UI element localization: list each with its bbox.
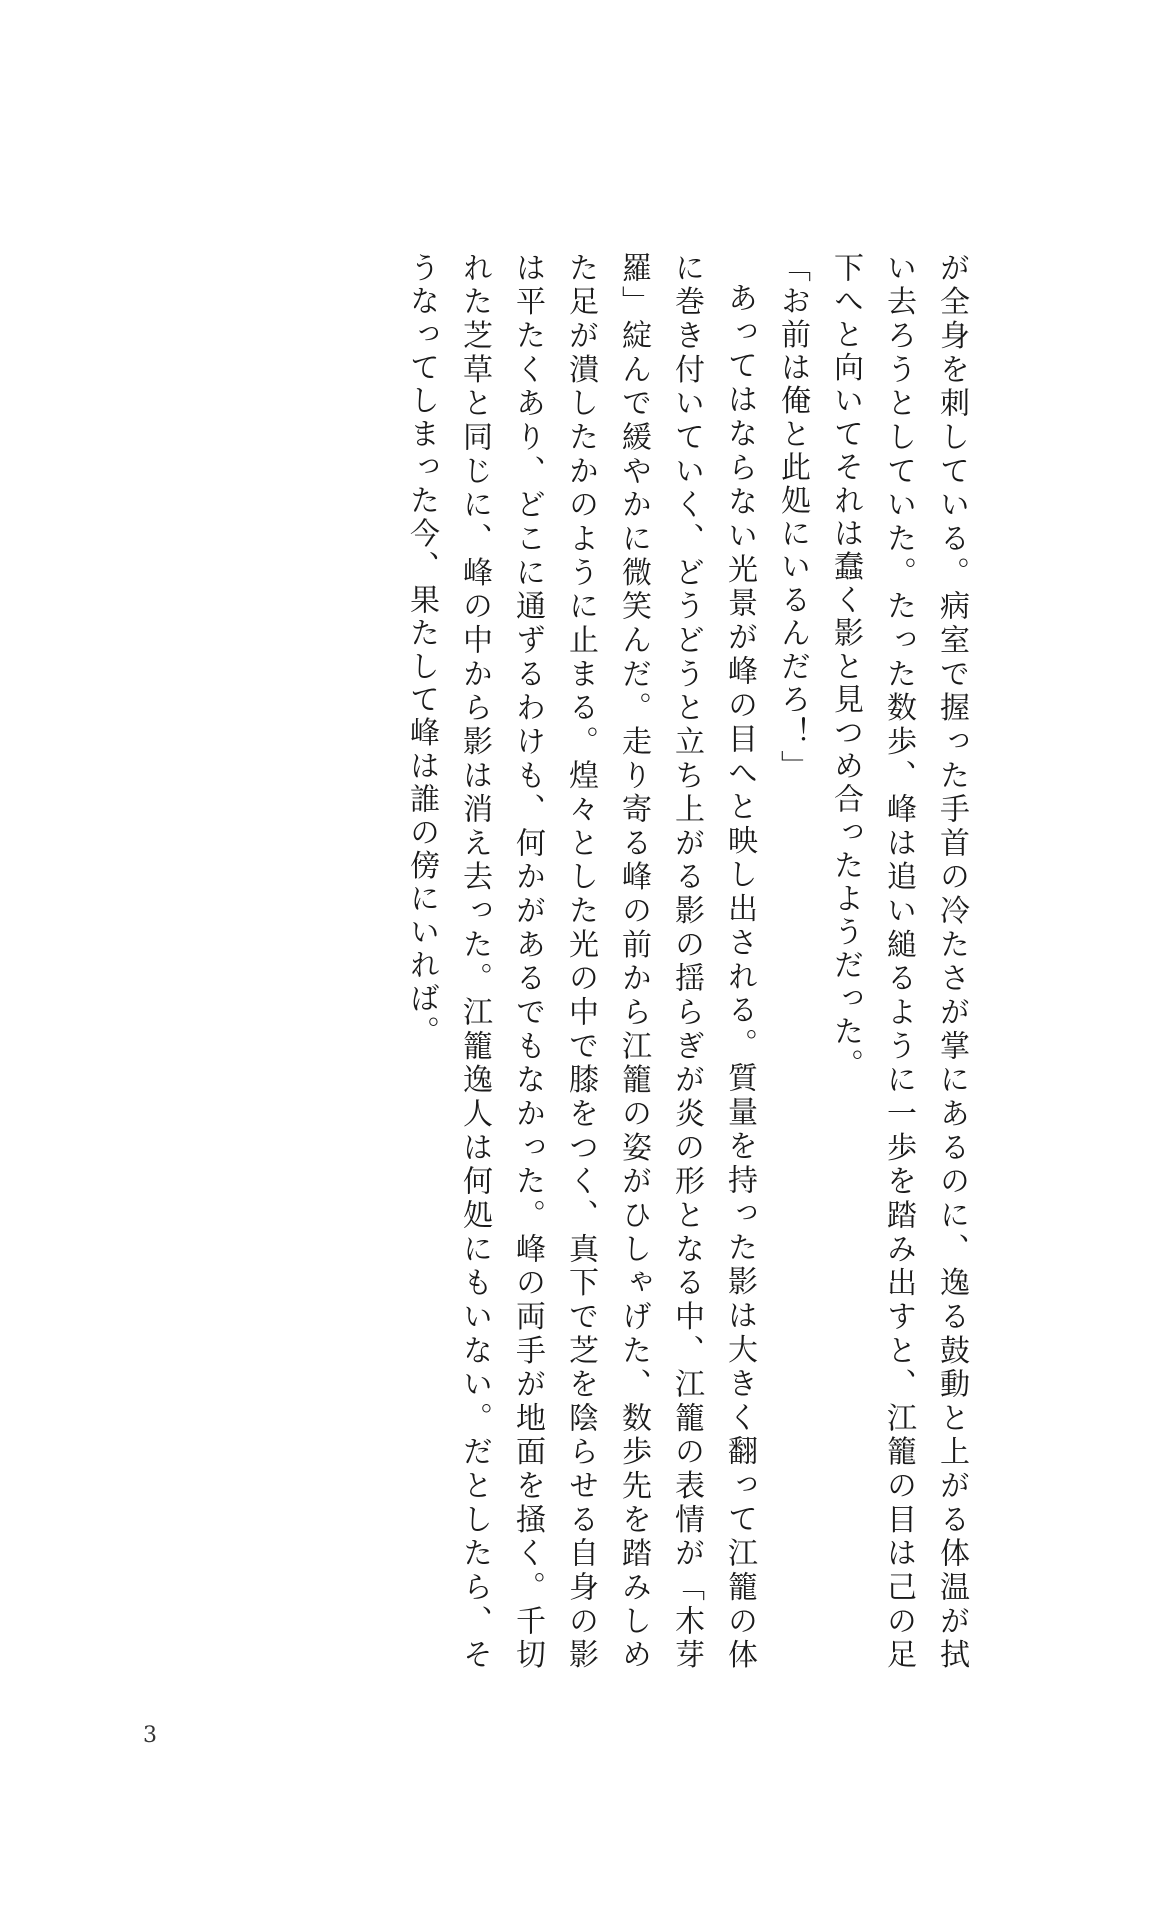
paragraph-continuation: が全身を刺している。病室で握った手首の冷たさが掌にあるのに、逸る鼓動と上がる体温が拭い去ろうとしていた。たった数歩、峰は追い縋るように一歩を踏み出すと、江籠の目は己の足下へと向いてそれは蠢く影と見つめ合ったようだった。	[828, 252, 969, 1672]
vertical-text-body	[358, 252, 978, 1672]
paragraph: あってはならない光景が峰の目へと映し出される。質量を持った影は大きく翻って江籠の体に巻き付いていく、どうどうと立ち上がる影の揺らぎが炎の形となる中、江籠の表情が「木芽羅」綻んで緩やかに微笑んだ。走り寄る峰の前から江籠の姿がひしゃげた、数歩先を踏みしめた足が潰したかのように止まる。煌々とした光の中で膝をつく、真下で芝を陰らせる自身の影は平たくあり、どこに通ずるわけも、何かがあるでもなかった。峰の両手が地面を掻く。千切れた芝草と同じに、峰の中から影は消え去った。江籠逸人は何処にもいない。だとしたら、そうなってしまった今、果たして峰は誰の傍にいれば。	[404, 252, 757, 1672]
page-number: 3	[143, 1723, 157, 1748]
dialogue-line: 「お前は俺と此処にいるんだろ！」	[775, 252, 810, 784]
